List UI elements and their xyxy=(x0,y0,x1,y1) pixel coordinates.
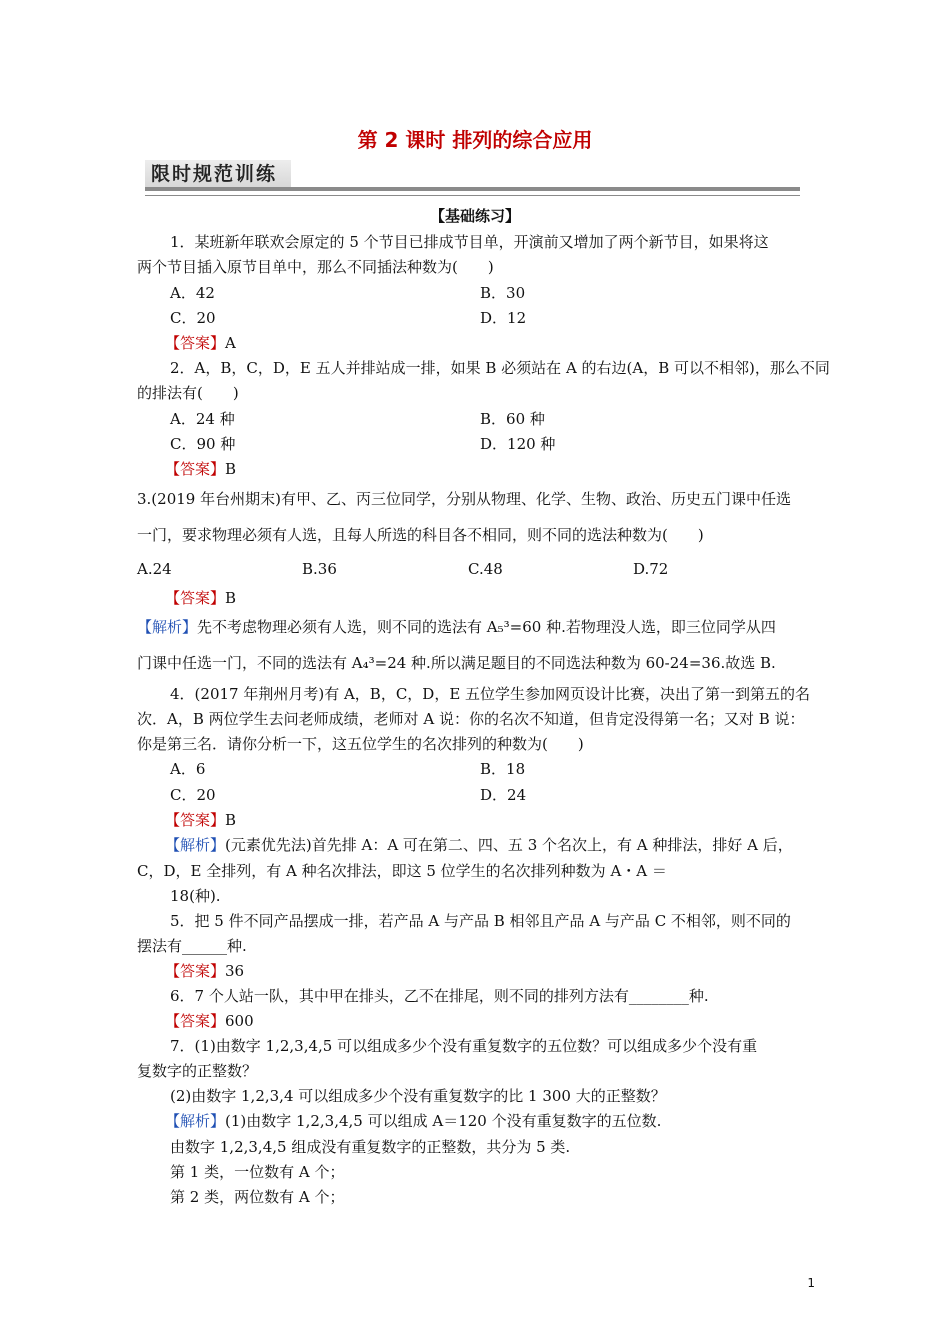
q4-option-d: D．24 xyxy=(480,786,527,804)
q4-answer xyxy=(165,810,236,830)
q6-answer xyxy=(165,1011,254,1031)
q4-stem-line2: 次．A，B 两位学生去问老师成绩，老师对 A 说：你的名次不知道，但肯定没得第一名；又对 B 说： xyxy=(137,710,805,728)
q1-option-c: C．20 xyxy=(170,309,216,327)
q7-analysis-line1 xyxy=(165,1111,661,1131)
answer-value: B xyxy=(225,460,237,478)
q3-answer xyxy=(165,588,236,608)
q2-option-d: D．120 种 xyxy=(480,435,556,453)
banner-label: 限时规范训练 xyxy=(145,160,291,188)
q5-stem-line1: 5．把 5 件不同产品摆成一排，若产品 A 与产品 B 相邻且产品 A 与产品 C 不相邻，则不同的 xyxy=(170,912,791,930)
analysis-text: (1)由数字 1,2,3,4,5 可以组成 A＝120 个没有重复数字的五位数. xyxy=(225,1112,662,1130)
banner-rule-thin xyxy=(145,195,800,196)
analysis-label: 【解析】 xyxy=(165,836,226,854)
q3-option-b: B.36 xyxy=(302,560,337,578)
q3-option-d: D.72 xyxy=(633,560,669,578)
q1-stem-line1: 1．某班新年联欢会原定的 5 个节目已排成节目单，开演前又增加了两个新节目，如果将这 xyxy=(170,233,769,251)
q4-analysis-line1 xyxy=(165,835,793,855)
q1-option-a: A．42 xyxy=(170,284,215,302)
page-number: 1 xyxy=(807,1276,815,1290)
q3-option-a: A.24 xyxy=(137,560,172,578)
answer-label: 【答案】 xyxy=(165,460,226,478)
page-title: 第 2 课时 排列的综合应用 xyxy=(357,128,593,152)
analysis-label: 【解析】 xyxy=(137,618,198,636)
q3-option-c: C.48 xyxy=(468,560,503,578)
q3-stem-line2: 一门，要求物理必须有人选，且每人所选的科目各不相同，则不同的选法种数为( ) xyxy=(137,526,704,544)
q1-stem-line2: 两个节目插入原节目单中，那么不同插法种数为( ) xyxy=(137,258,494,276)
q6-stem-line1: 6．7 个人站一队，其中甲在排头，乙不在排尾，则不同的排列方法有________种. xyxy=(170,987,709,1005)
q7-analysis-line2: 由数字 1,2,3,4,5 组成没有重复数字的正整数，共分为 5 类. xyxy=(170,1138,571,1156)
answer-value: B xyxy=(225,811,237,829)
q2-option-a: A．24 种 xyxy=(170,410,235,428)
analysis-text: 先不考虑物理必须有人选，则不同的选法有 A₅³=60 种.若物理没人选，即三位同学从四 xyxy=(197,618,776,636)
q2-stem-line2: 的排法有( ) xyxy=(137,384,239,402)
answer-label: 【答案】 xyxy=(165,334,226,352)
q2-option-c: C．90 种 xyxy=(170,435,236,453)
q3-stem-line1: 3.(2019 年台州期末)有甲、乙、丙三位同学，分别从物理、化学、生物、政治、历史五门课中任选 xyxy=(137,490,791,508)
q4-stem-line1: 4．(2017 年荆州月考)有 A，B，C，D，E 五位学生参加网页设计比赛，决出了第一到第五的名 xyxy=(170,685,811,703)
q2-answer xyxy=(165,459,236,479)
q7-analysis-line3: 第 1 类，一位数有 A 个； xyxy=(170,1163,345,1181)
q3-analysis-line1 xyxy=(137,617,776,637)
answer-value: A xyxy=(225,334,236,352)
q1-answer xyxy=(165,333,236,353)
answer-label: 【答案】 xyxy=(165,589,226,607)
q1-option-d: D．12 xyxy=(480,309,527,327)
q7-stem-line1: 7．(1)由数字 1,2,3,4,5 可以组成多少个没有重复数字的五位数？可以组成多少个没有重 xyxy=(170,1037,758,1055)
q4-option-c: C．20 xyxy=(170,786,216,804)
q7-stem-line3: (2)由数字 1,2,3,4 可以组成多少个没有重复数字的比 1 300 大的正整数？ xyxy=(170,1087,666,1105)
analysis-label: 【解析】 xyxy=(165,1112,226,1130)
answer-label: 【答案】 xyxy=(165,1012,226,1030)
q4-option-a: A．6 xyxy=(170,760,206,778)
answer-value: B xyxy=(225,589,237,607)
q4-analysis-line3: 18(种). xyxy=(170,887,221,905)
q4-analysis-line2: C，D，E 全排列，有 A 种名次排法，即这 5 位学生的名次排列种数为 A・A ＝ xyxy=(137,862,667,880)
answer-value: 36 xyxy=(225,962,245,980)
q7-stem-line2: 复数字的正整数？ xyxy=(137,1062,258,1080)
q4-stem-line3: 你是第三名．请你分析一下，这五位学生的名次排列的种数为( ) xyxy=(137,735,584,753)
answer-label: 【答案】 xyxy=(165,811,226,829)
q5-stem-line2: 摆法有______种. xyxy=(137,937,247,955)
answer-value: 600 xyxy=(225,1012,254,1030)
answer-label: 【答案】 xyxy=(165,962,226,980)
q7-analysis-line4: 第 2 类，两位数有 A 个； xyxy=(170,1188,345,1206)
banner-rule xyxy=(145,187,800,191)
q4-option-b: B．18 xyxy=(480,760,526,778)
q2-stem-line1: 2．A，B，C，D，E 五人并排站成一排，如果 B 必须站在 A 的右边(A，B 可以不相邻)，那么不同 xyxy=(170,359,830,377)
q2-option-b: B．60 种 xyxy=(480,410,545,428)
section-title: 【基础练习】 xyxy=(429,207,520,225)
q3-analysis-line2: 门课中任选一门，不同的选法有 A₄³=24 种.所以满足题目的不同选法种数为 60-24=36.故选 B. xyxy=(137,654,776,672)
analysis-text: (元素优先法)首先排 A：A 可在第二、四、五 3 个名次上，有 A 种排法，排好 A 后， xyxy=(225,836,793,854)
q5-answer xyxy=(165,961,244,981)
q1-option-b: B．30 xyxy=(480,284,526,302)
